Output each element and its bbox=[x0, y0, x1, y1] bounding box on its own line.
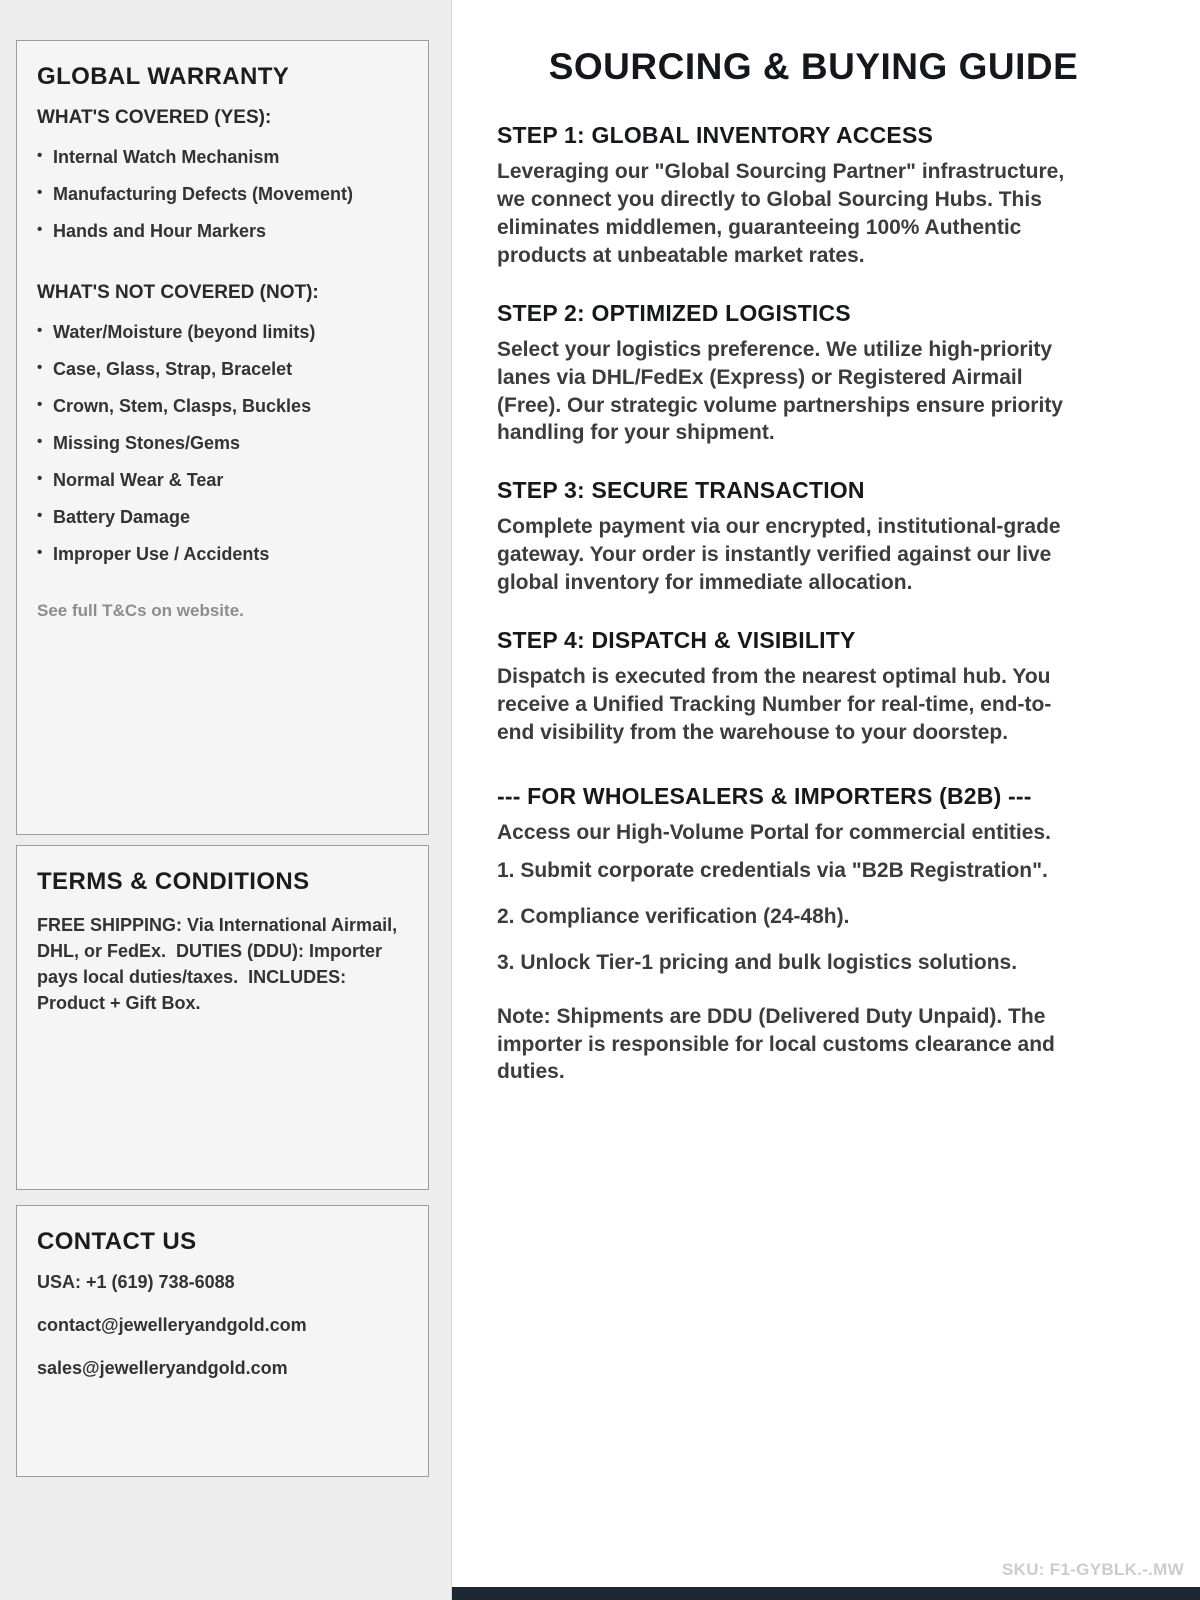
b2b-section bbox=[497, 783, 1130, 1086]
contact-title: CONTACT US bbox=[37, 1228, 197, 1255]
step-3-body: Complete payment via our encrypted, institutional-grade gateway. Your order is instantly verified against our live global inventory for immediate allocation. bbox=[497, 515, 1061, 595]
step-4-heading: STEP 4: DISPATCH & VISIBILITY bbox=[497, 627, 856, 654]
step-1-body: Leveraging our "Global Sourcing Partner" infrastructure, we connect you directly to Global Sourcing Hubs. This eliminates middlemen, guaranteeing 100% Authentic products at unbeatable market rates. bbox=[497, 160, 1065, 267]
list-item: • Manufacturing Defects (Movement) bbox=[37, 176, 408, 213]
list-item: • Hands and Hour Markers bbox=[37, 213, 408, 250]
list-item: • Normal Wear & Tear bbox=[37, 462, 408, 499]
warranty-section bbox=[16, 40, 429, 835]
step-1 bbox=[497, 122, 1130, 270]
step-2 bbox=[497, 300, 1130, 448]
warranty-title: GLOBAL WARRANTY bbox=[37, 63, 290, 90]
step-2-body: Select your logistics preference. We utilize high-priority lanes via DHL/FedEx (Express) or Registered Airmail (Free). Our strategic volume partnerships ensure priority handling for your shipment. bbox=[497, 337, 1063, 445]
step-2-heading: STEP 2: OPTIMIZED LOGISTICS bbox=[497, 299, 851, 326]
contact-email-primary: contact@jewelleryandgold.com bbox=[37, 1315, 307, 1335]
b2b-item: 3. Unlock Tier-1 pricing and bulk logistics solutions. bbox=[497, 950, 1018, 974]
list-item: • Missing Stones/Gems bbox=[37, 425, 408, 462]
b2b-item: 1. Submit corporate credentials via "B2B Registration". bbox=[497, 858, 1048, 882]
step-1-heading: STEP 1: GLOBAL INVENTORY ACCESS bbox=[497, 122, 934, 148]
b2b-item: 2. Compliance verification (24-48h). bbox=[497, 904, 850, 928]
warranty-not-covered-title: WHAT'S NOT COVERED (NOT): bbox=[37, 282, 319, 303]
b2b-heading: --- FOR WHOLESALERS & IMPORTERS (B2B) --- bbox=[497, 782, 1032, 809]
warranty-footnote: See full T&Cs on website. bbox=[37, 601, 244, 620]
contact-email-sales: sales@jewelleryandgold.com bbox=[37, 1358, 288, 1378]
list-item: • Case, Glass, Strap, Bracelet bbox=[37, 351, 408, 388]
main-content bbox=[452, 0, 1200, 1600]
bottom-bar bbox=[452, 1587, 1200, 1600]
sku-label: SKU: F1-GYBLK.-.MW bbox=[1002, 1560, 1184, 1579]
list-item: • Improper Use / Accidents bbox=[37, 536, 408, 573]
sidebar bbox=[0, 0, 452, 1600]
step-3 bbox=[497, 477, 1130, 597]
b2b-intro: Access our High-Volume Portal for commercial entities. bbox=[497, 820, 1051, 844]
warranty-covered-list bbox=[37, 139, 408, 250]
contact-phone: USA: +1 (619) 738-6088 bbox=[37, 1272, 235, 1292]
warranty-not-covered-list bbox=[37, 314, 408, 573]
warranty-covered-title: WHAT'S COVERED (YES): bbox=[37, 107, 272, 128]
list-item: • Crown, Stem, Clasps, Buckles bbox=[37, 388, 408, 425]
terms-body: FREE SHIPPING: Via International Airmail, DHL, or FedEx. DUTIES (DDU): Importer pays local duties/taxes. INCLUDES: Product + Gift Box. bbox=[37, 915, 403, 1014]
contact-section bbox=[16, 1205, 429, 1477]
page-title: SOURCING & BUYING GUIDE bbox=[548, 46, 1079, 87]
terms-section bbox=[16, 845, 429, 1190]
step-4-body: Dispatch is executed from the nearest optimal hub. You receive a Unified Tracking Number for real-time, end-to-end visibility from the warehouse to your doorstep. bbox=[497, 665, 1052, 744]
list-item: • Battery Damage bbox=[37, 499, 408, 536]
step-3-heading: STEP 3: SECURE TRANSACTION bbox=[497, 477, 865, 504]
step-4 bbox=[497, 627, 1130, 747]
b2b-note: Note: Shipments are DDU (Delivered Duty Unpaid). The importer is responsible for local customs clearance and duties. bbox=[497, 1004, 1055, 1084]
terms-title: TERMS & CONDITIONS bbox=[37, 868, 310, 895]
list-item: • Water/Moisture (beyond limits) bbox=[37, 314, 408, 351]
list-item: • Internal Watch Mechanism bbox=[37, 139, 408, 176]
